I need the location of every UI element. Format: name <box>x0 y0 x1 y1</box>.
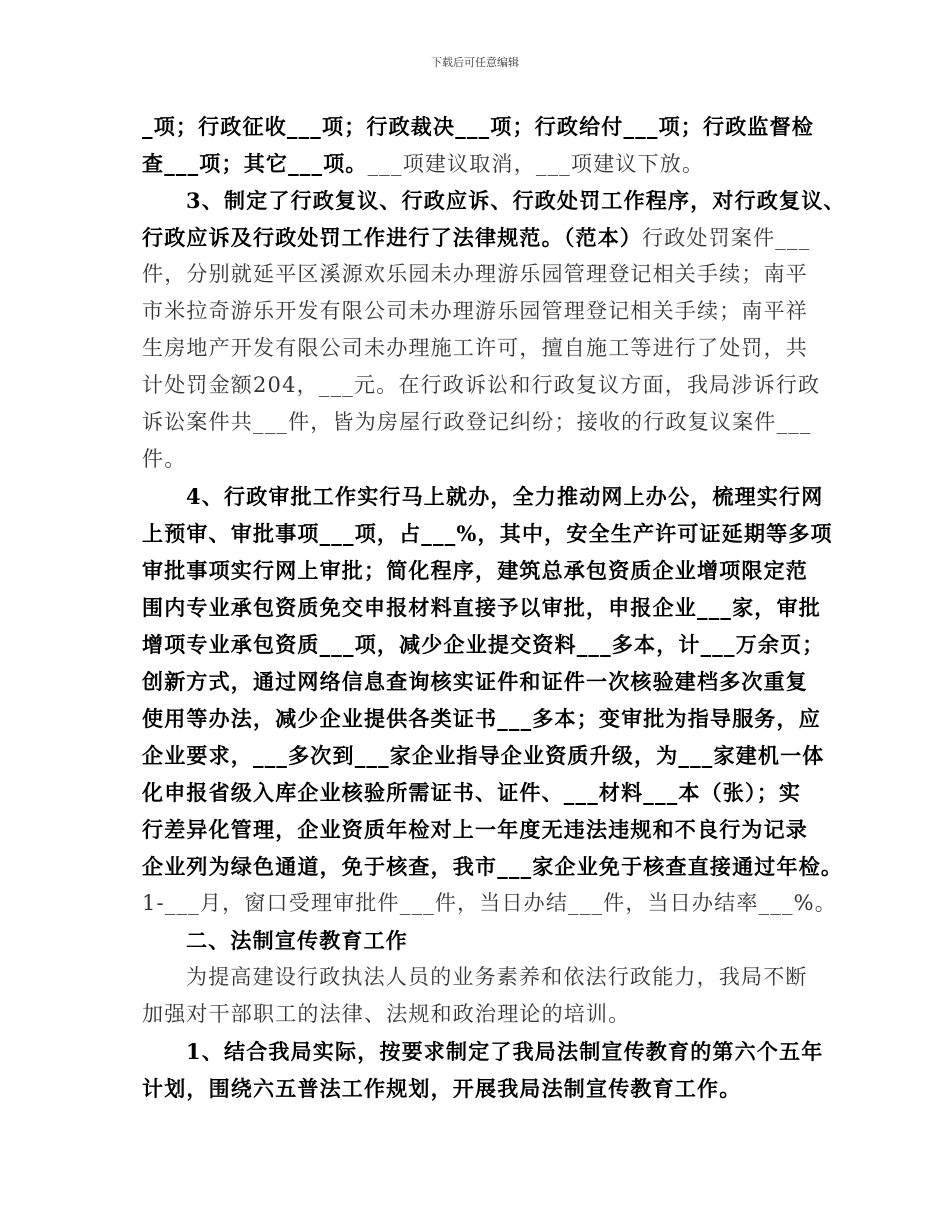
section-heading: 二、法制宣传教育工作 <box>186 928 408 953</box>
text-line: 计处罚金额204，___元。在行政诉讼和行政复议方面，我局涉诉行政 <box>142 373 821 397</box>
text-line: 1、结合我局实际，按要求制定了我局法制宣传教育的第六个五年 <box>186 1039 824 1064</box>
text-line: 加强对干部职工的法律、法规和政治理论的培训。 <box>142 1002 631 1026</box>
text-line: 创新方式，通过网络信息查询核实证件和证件一次核验建档多次重复 <box>142 669 808 694</box>
text-line <box>142 219 817 256</box>
text-line: 1-___月，窗口受理审批件___件，当日办结___件，当日办结率___%。 <box>142 891 838 915</box>
text-line: 围内专业承包资质免交申报材料直接予以审批，申报企业___家，审批 <box>142 595 821 620</box>
text-line: 件。 <box>142 447 187 471</box>
text-line: 增项专业承包资质___项，减少企业提交资料___多本，计___万余页； <box>142 632 825 657</box>
text-line: 诉讼案件共___件，皆为房屋行政登记纠纷；接收的行政复议案件___ <box>142 410 812 434</box>
text-line: 件，分别就延平区溪源欢乐园未办理游乐园管理登记相关手续；南平 <box>142 262 808 286</box>
page-header: 下载后可任意编辑 <box>431 56 519 69</box>
text-line: 生房地产开发有限公司未办理施工许可，擅自施工等进行了处罚，共 <box>142 336 808 360</box>
text-line: 化申报省级入库企业核验所需证书、证件、___材料___本（张）；实 <box>142 780 802 805</box>
text-line: 上预审、审批事项___项，占___%，其中，安全生产许可证延期等多项 <box>142 521 833 546</box>
text-line: 计划，围绕六五普法工作规划，开展我局法制宣传教育工作。 <box>142 1076 742 1101</box>
text-line <box>142 145 817 182</box>
text-line: 市米拉奇游乐开发有限公司未办理游乐园管理登记相关手续；南平祥 <box>142 299 808 323</box>
text-line: _项；行政征收___项；行政裁决___项；行政给付___项；行政监督检 <box>142 114 814 139</box>
text-span: ___项建议取消，___项建议下放。 <box>367 152 705 176</box>
text-line: 为提高建设行政执法人员的业务素养和依法行政能力，我局不断 <box>186 965 808 989</box>
text-span: 行政应诉及行政处罚工作进行了法律规范。（范本） <box>142 225 643 250</box>
text-line: 使用等办法，减少企业提供各类证书___多本；变审批为指导服务，应 <box>142 706 821 731</box>
document-body <box>142 108 846 1107</box>
text-line: 企业要求，___多次到___家企业指导企业资质升级，为___家建机一体 <box>142 743 825 768</box>
text-line: 审批事项实行网上审批；简化程序，建筑总承包资质企业增项限定范 <box>142 558 808 583</box>
text-line: 4、行政审批工作实行马上就办，全力推动网上办公，梳理实行网 <box>186 484 824 509</box>
text-span: 行政处罚案件___ <box>642 226 811 250</box>
text-span: 查___项；其它___项。 <box>142 151 368 176</box>
text-line: 行差异化管理，企业资质年检对上一年度无违法违规和不良行为记录 <box>142 817 808 842</box>
text-line: 3、制定了行政复议、行政应诉、行政处罚工作程序，对行政复议、 <box>186 188 846 213</box>
text-line: 企业列为绿色通道，免于核查，我市___家企业免于核查直接通过年检。 <box>142 854 844 879</box>
